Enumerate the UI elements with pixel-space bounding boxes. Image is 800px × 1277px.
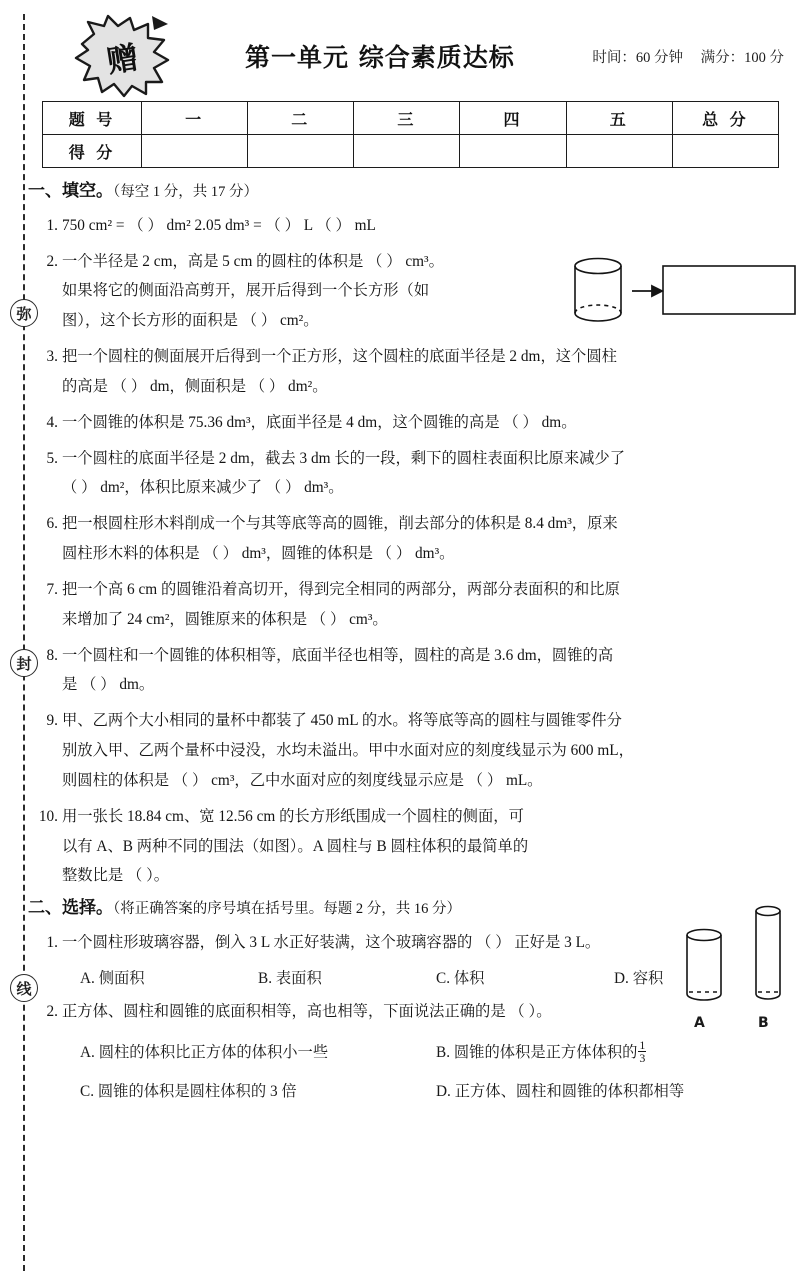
- time-limit: 时间：60 分钟: [592, 50, 683, 66]
- question-number: 6.: [46, 515, 58, 533]
- exam-meta: [578, 46, 784, 67]
- score-value-3[interactable]: [354, 135, 460, 168]
- total-score: 满分：100 分: [700, 50, 784, 66]
- score-col-4: 四: [460, 102, 566, 135]
- question-number: 9.: [46, 712, 58, 730]
- score-value-total[interactable]: [672, 135, 778, 168]
- question-line-3: 则圆柱的体积是 （ ） cm³，乙中水面对应的刻度线显示应是 （ ） mL。: [62, 771, 543, 789]
- fill-question-3: [22, 342, 792, 402]
- fill-question-6: [22, 509, 792, 569]
- section-two-title: 二、选择。: [28, 898, 113, 919]
- question-line-1: 一个圆柱的底面半径是 2 dm，截去 3 dm 长的一段，剩下的圆柱表面积比原来减少了: [62, 449, 626, 467]
- fill-question-9: [22, 706, 792, 795]
- question-number: 5.: [46, 449, 58, 467]
- fill-question-1: [22, 211, 792, 241]
- fraction-numerator: 1: [639, 1037, 646, 1052]
- figure-cylinders-a-b: [678, 902, 796, 1031]
- fill-question-7: [22, 575, 792, 635]
- section-one-heading: [28, 180, 792, 204]
- question-line-2: 圆柱形木料的体积是 （ ） dm³，圆锥的体积是 （ ） dm³。: [62, 545, 455, 563]
- fraction-one-third: [638, 1039, 646, 1065]
- score-value-2[interactable]: [248, 135, 354, 168]
- cylinder-b-label: B: [758, 1015, 769, 1031]
- option-d[interactable]: D. 容积: [614, 969, 664, 987]
- question-text: 750 cm² = （ ） dm² 2.05 dm³ = （ ） L （ ） mL: [62, 216, 376, 234]
- question-line-1: 把一个高 6 cm 的圆锥沿着高切开，得到完全相同的两部分，两部分表面积的和比原: [62, 580, 620, 598]
- fill-question-10: [22, 802, 792, 891]
- section-one-title: 一、填空。: [28, 181, 113, 201]
- choice-2-options-row-2: [22, 1072, 792, 1112]
- score-col-2: 二: [248, 102, 354, 135]
- page-header: [60, 10, 792, 96]
- question-number: 10.: [38, 807, 58, 825]
- table-row-header: [43, 102, 779, 135]
- table-row-values: [43, 135, 779, 168]
- question-line-2: 是 （ ） dm。: [62, 676, 155, 694]
- fill-question-8: [22, 641, 792, 701]
- question-line-2: （ ） dm²，体积比原来减少了 （ ） dm³。: [62, 479, 344, 497]
- score-table: [42, 101, 779, 168]
- fill-question-4: [22, 408, 792, 438]
- question-line-1: 把一根圆柱形木料削成一个与其等底等高的圆锥，削去部分的体积是 8.4 dm³，原来: [62, 515, 618, 533]
- question-line-2: 以有 A、B 两种不同的围法（如图）。A 圆柱与 B 圆柱体积的最简单的: [62, 837, 529, 855]
- score-row-label-1: 题 号: [43, 102, 142, 135]
- question-number: 1.: [46, 216, 58, 234]
- score-col-5: 五: [566, 102, 672, 135]
- question-line-2: 如果将它的侧面沿高剪开，展开后得到一个长方形（如: [62, 282, 430, 300]
- question-line-2: 的高是 （ ） dm，侧面积是 （ ） dm²。: [62, 377, 328, 395]
- question-number: 2.: [46, 1002, 58, 1020]
- question-number: 2.: [46, 252, 58, 270]
- section-two-note: （将正确答案的序号填在括号里。每题 2 分，共 16 分）: [113, 901, 461, 918]
- score-value-5[interactable]: [566, 135, 672, 168]
- score-col-total: 总 分: [672, 102, 778, 135]
- question-text: 正方体、圆柱和圆锥的底面积相等，高也相等，下面说法正确的是 （ ）。: [62, 1002, 552, 1020]
- question-line-1: 甲、乙两个大小相同的量杯中都装了 450 mL 的水。将等底等高的圆柱与圆锥零件分: [62, 712, 622, 730]
- question-line-1: 把一个圆柱的侧面展开后得到一个正方形，这个圆柱的底面半径是 2 dm，这个圆柱: [62, 348, 617, 366]
- section-one-note: （每空 1 分，共 17 分）: [113, 184, 258, 200]
- question-number: 1.: [46, 933, 58, 951]
- choice-question-2: [22, 997, 792, 1027]
- badge-label: 赠: [104, 39, 141, 80]
- option-c[interactable]: C. 体积: [436, 969, 485, 987]
- binding-mark-1: 弥: [10, 299, 38, 327]
- fill-question-5: [22, 444, 792, 504]
- score-value-1[interactable]: [142, 135, 248, 168]
- gift-starburst-badge: [74, 14, 170, 98]
- option-a[interactable]: A. 侧面积: [80, 969, 145, 987]
- page-title: 第一单元 综合素质达标: [245, 43, 515, 72]
- question-line-3: 图），这个长方形的面积是 （ ） cm²。: [62, 312, 319, 330]
- choice-question-1: [22, 928, 792, 958]
- question-number: 3.: [46, 348, 58, 366]
- binding-mark-2: 封: [10, 649, 38, 677]
- question-number: 4.: [46, 413, 58, 431]
- option-b[interactable]: [436, 1033, 792, 1073]
- question-line-3: 整数比是 （ ）。: [62, 867, 170, 885]
- score-row-label-2: 得 分: [43, 135, 142, 168]
- option-b[interactable]: B. 表面积: [258, 969, 322, 987]
- choice-1-options: [22, 964, 792, 993]
- score-col-3: 三: [354, 102, 460, 135]
- choice-2-options-row-1: [22, 1033, 792, 1073]
- question-number: 8.: [46, 646, 58, 664]
- question-line-2: 来增加了 24 cm²，圆锥原来的体积是 （ ） cm³。: [62, 610, 388, 628]
- option-b-text: B. 圆锥的体积是正方体体积的: [436, 1043, 638, 1061]
- figure-cylinder-unrolled: [568, 253, 800, 335]
- question-line-1: 一个圆柱和一个圆锥的体积相等，底面半径也相等，圆柱的高是 3.6 dm，圆锥的高: [62, 646, 614, 664]
- question-line-1: 用一张长 18.84 cm、宽 12.56 cm 的长方形纸围成一个圆柱的侧面，可: [62, 807, 524, 825]
- question-number: 7.: [46, 580, 58, 598]
- score-col-1: 一: [142, 102, 248, 135]
- score-value-4[interactable]: [460, 135, 566, 168]
- question-line-1: 一个半径是 2 cm，高是 5 cm 的圆柱的体积是 （ ） cm³。: [62, 252, 444, 270]
- question-line-2: 别放入甲、乙两个量杯中浸没，水均未溢出。甲中水面对应的刻度线显示为 600 mL，: [62, 742, 634, 760]
- option-a[interactable]: A. 圆柱的体积比正方体的体积小一些: [80, 1043, 329, 1061]
- option-c[interactable]: C. 圆锥的体积是圆柱体积的 3 倍: [80, 1083, 297, 1101]
- fraction-denominator: 3: [639, 1051, 646, 1066]
- option-d[interactable]: D. 正方体、圆柱和圆锥的体积都相等: [436, 1083, 685, 1101]
- question-text: 一个圆锥的体积是 75.36 dm³，底面半径是 4 dm，这个圆锥的高是 （ ） dm。: [62, 413, 577, 431]
- cylinder-a-label: A: [694, 1015, 705, 1031]
- question-text: 一个圆柱形玻璃容器，倒入 3 L 水正好装满，这个玻璃容器的 （ ） 正好是 3 L。: [62, 933, 601, 951]
- binding-mark-3: 线: [10, 974, 38, 1002]
